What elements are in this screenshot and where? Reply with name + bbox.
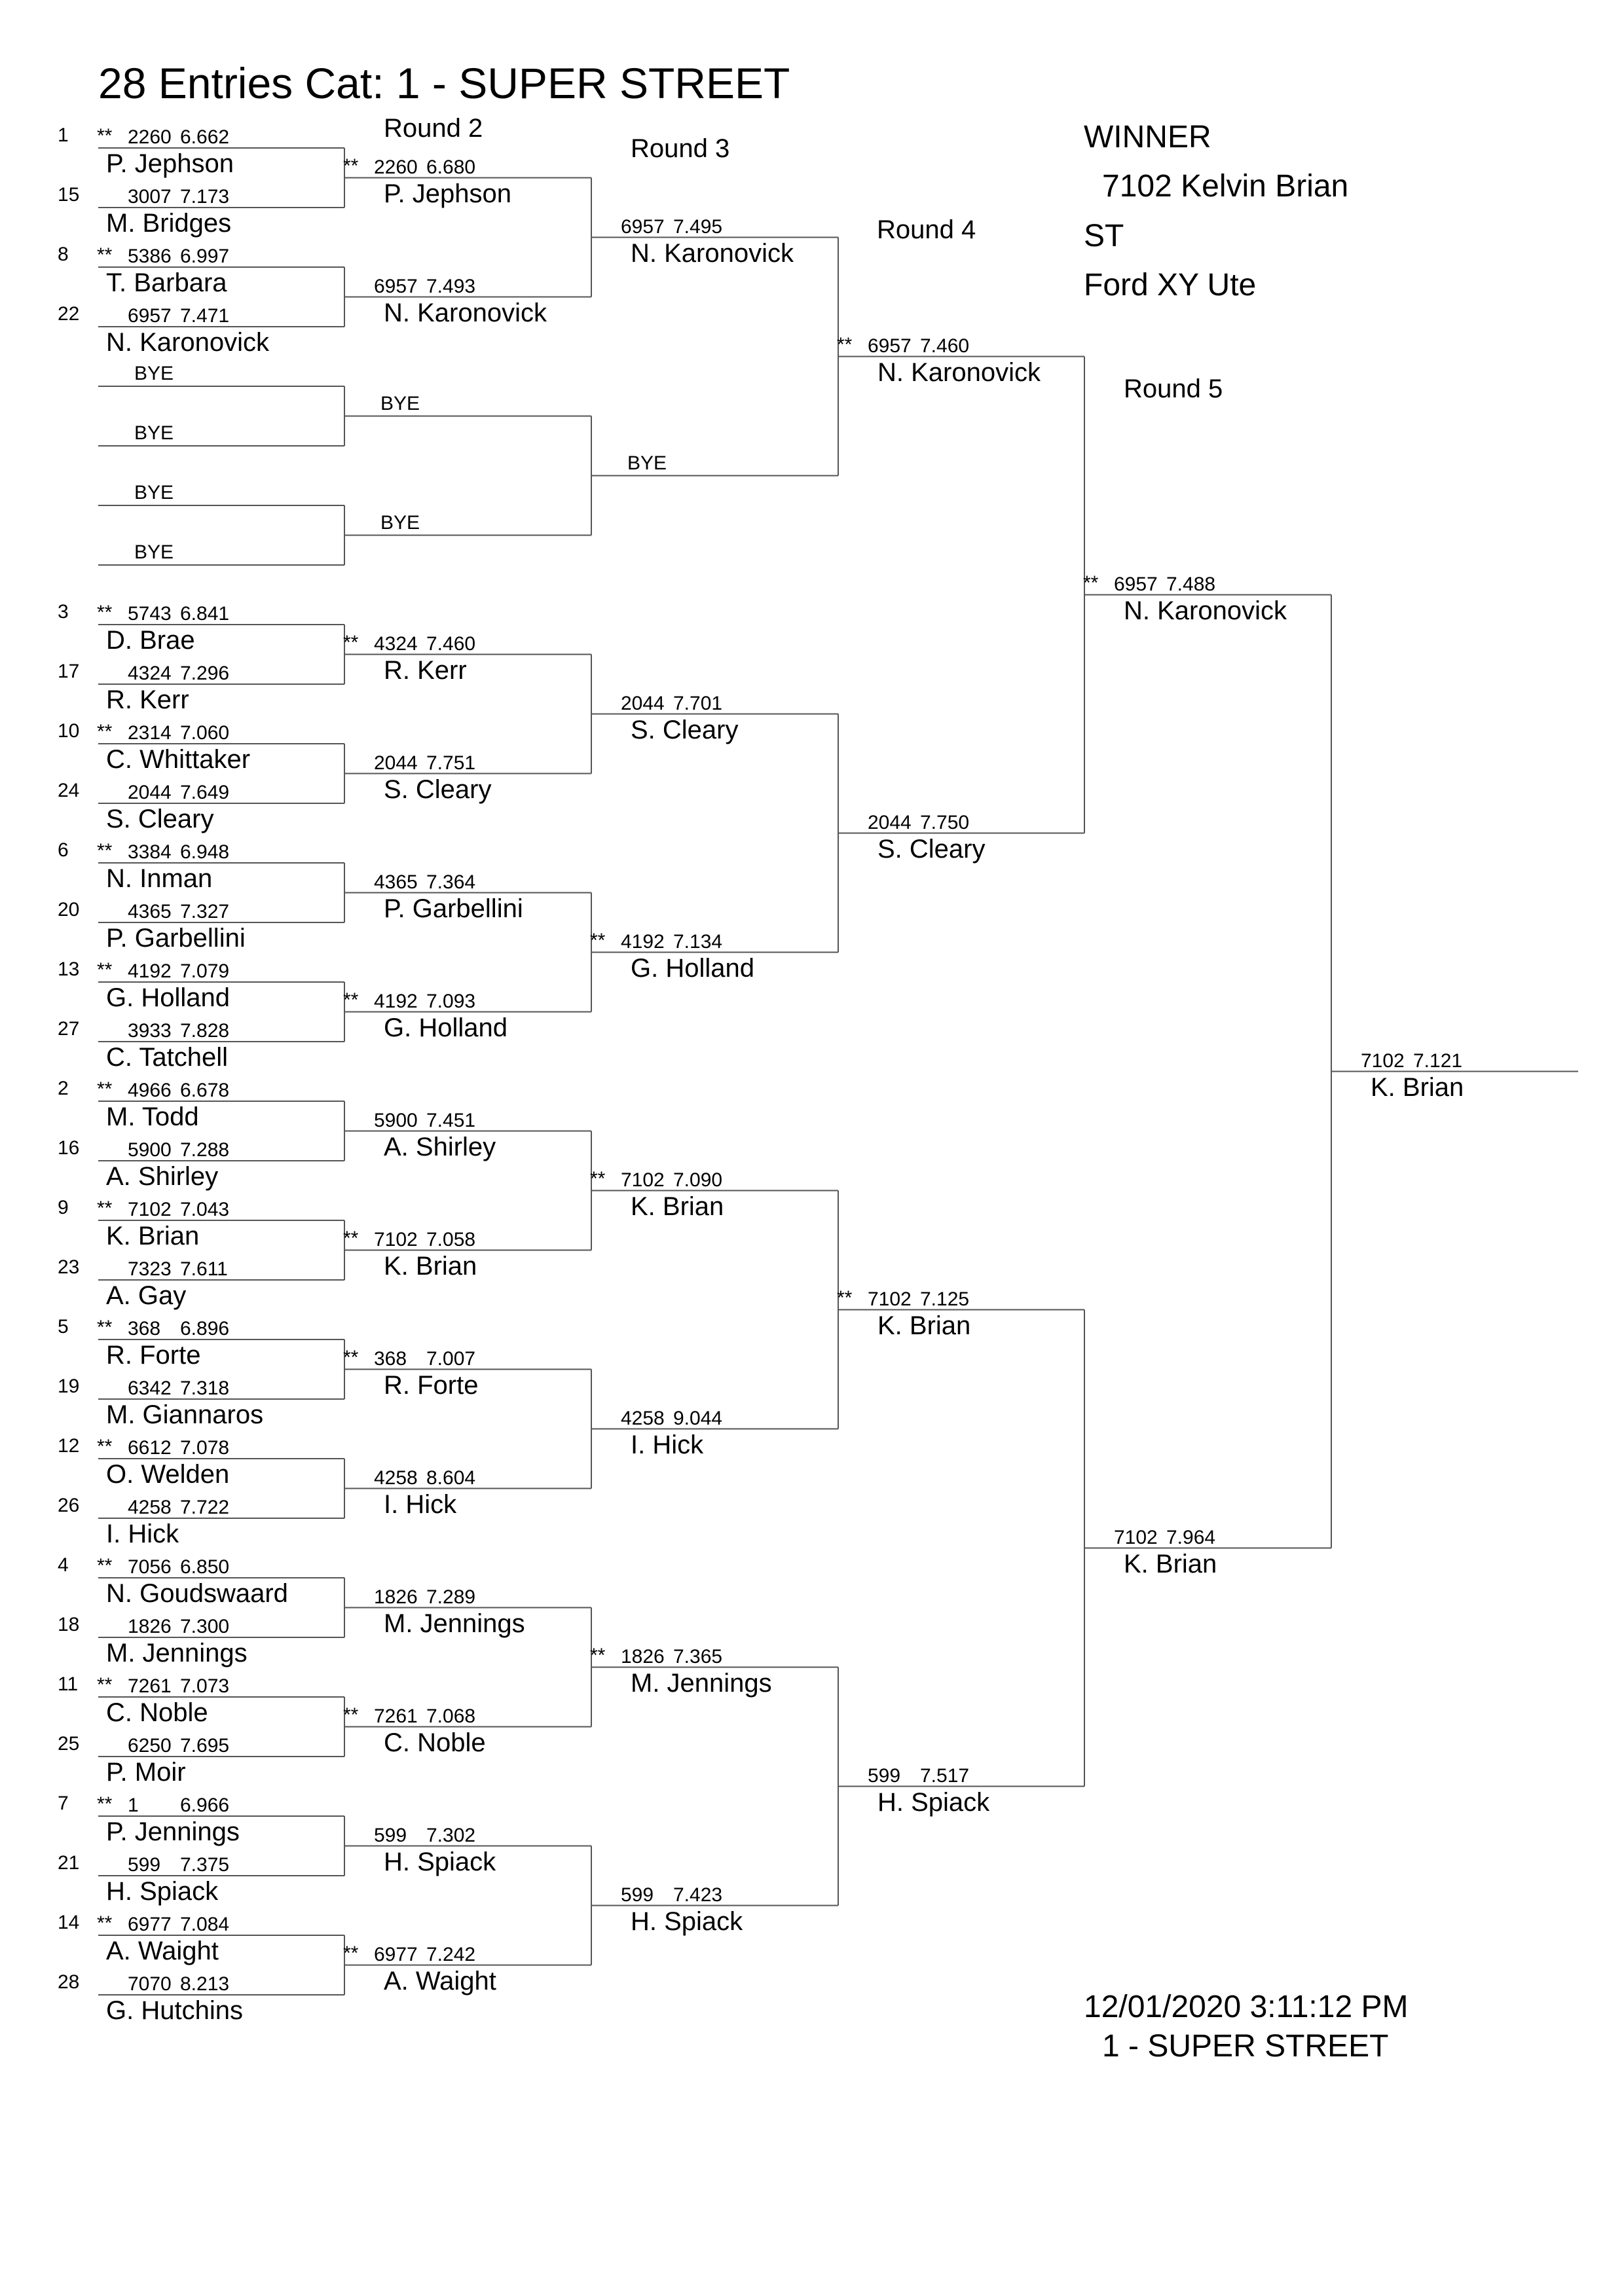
car-number: 7056 [128,1556,172,1578]
car-number: 1 [128,1795,139,1816]
racer-name: I. Hick [384,1489,457,1519]
elapsed-time: 7.134 [673,930,723,953]
seed-number: 28 [58,1971,80,1993]
seed-number: 20 [58,899,80,920]
car-number: 368 [128,1318,161,1339]
elapsed-time: 7.364 [426,871,476,893]
racer-name: S. Cleary [877,834,986,864]
racer-name: R. Kerr [106,685,189,714]
round-5-header: Round 5 [1124,374,1223,403]
car-number: 7323 [128,1258,172,1280]
car-number: 6977 [374,1943,418,1965]
elapsed-time: 6.662 [180,126,230,148]
car-number: 7261 [374,1705,418,1727]
racer-name: P. Garbellini [106,924,246,953]
car-number: 7102 [868,1288,912,1310]
bye-label: BYE [134,482,174,503]
car-number: 4324 [374,632,418,655]
bye-label: BYE [380,392,420,414]
winner-marker: ** [97,959,113,981]
racer-name: S. Cleary [631,715,739,744]
elapsed-time: 7.423 [673,1884,723,1906]
racer-name: M. Bridges [106,209,232,238]
racer-name: P. Moir [106,1758,186,1787]
seed-number: 25 [58,1733,80,1755]
seed-number: 27 [58,1018,80,1040]
seed-number: 6 [58,839,69,861]
elapsed-time: 6.966 [180,1795,230,1816]
car-number: 7070 [128,1973,172,1995]
car-number: 6957 [374,275,418,297]
car-number: 6957 [868,335,912,357]
elapsed-time: 7.828 [180,1020,230,1042]
racer-name: M. Jennings [631,1668,772,1698]
racer-name: M. Jennings [384,1609,525,1638]
winner-marker: ** [97,1197,113,1219]
car-number: 6957 [1114,573,1158,595]
elapsed-time: 7.125 [920,1288,970,1310]
winner-marker: ** [343,1346,359,1368]
seed-number: 1 [58,124,69,146]
seed-number: 7 [58,1793,69,1814]
round-4-header: Round 4 [877,215,976,244]
seed-number: 16 [58,1137,80,1159]
seed-number: 11 [58,1673,79,1695]
elapsed-time: 7.079 [180,960,230,982]
car-number: 4966 [128,1080,172,1101]
racer-name: K. Brian [631,1192,724,1221]
winner-marker: ** [343,155,359,177]
racer-name: C. Whittaker [106,745,251,774]
racer-name: A. Gay [106,1281,187,1310]
elapsed-time: 7.289 [426,1586,476,1608]
winner-marker: ** [343,1227,359,1249]
winner-marker: ** [97,602,113,623]
winner-marker: ** [343,1942,359,1964]
racer-name: P. Jephson [384,179,511,208]
winner-marker: ** [343,989,359,1011]
winner-marker: ** [97,840,113,862]
racer-name: R. Forte [384,1370,479,1400]
winner-marker: ** [590,1644,606,1666]
car-number: 4258 [128,1497,172,1518]
bye-label: BYE [380,511,420,534]
winner-marker: ** [97,244,113,266]
winner-marker: ** [97,1317,113,1338]
racer-name: R. Forte [106,1341,201,1370]
seed-number: 12 [58,1435,80,1457]
racer-name: S. Cleary [106,805,214,833]
car-number: 599 [128,1854,161,1876]
winner-marker: ** [590,929,606,951]
racer-name: N. Karonovick [877,357,1041,387]
bye-label: BYE [134,422,174,444]
racer-name: A. Shirley [106,1162,219,1191]
elapsed-time: 7.090 [673,1169,723,1191]
winner-marker: ** [97,1674,113,1696]
seed-number: 21 [58,1852,80,1874]
car-number: 6250 [128,1735,172,1757]
footer-category: 1 - SUPER STREET [1102,2029,1389,2064]
racer-name: H. Spiack [877,1787,990,1817]
racer-name: H. Spiack [106,1877,219,1906]
elapsed-time: 9.044 [673,1407,723,1429]
racer-name: K. Brian [1124,1549,1217,1578]
racer-name: R. Kerr [384,655,467,685]
seed-number: 14 [58,1912,80,1933]
racer-name: N. Karonovick [106,328,269,357]
racer-name: H. Spiack [384,1847,496,1876]
elapsed-time: 8.604 [426,1467,476,1489]
elapsed-time: 7.649 [180,782,230,803]
bye-label: BYE [627,452,667,474]
elapsed-time: 6.850 [180,1556,230,1578]
car-number: 4192 [374,990,418,1012]
seed-number: 3 [58,601,69,623]
racer-name: N. Goudswaard [106,1579,288,1608]
winner-entry: 7102 Kelvin Brian [1102,169,1349,204]
elapsed-time: 7.493 [426,275,476,297]
elapsed-time: 7.460 [426,632,476,655]
elapsed-time: 7.007 [426,1347,476,1370]
elapsed-time: 7.300 [180,1616,230,1637]
seed-number: 15 [58,184,80,206]
racer-name: M. Giannaros [106,1400,264,1429]
racer-name: G. Holland [631,953,754,983]
elapsed-time: 6.896 [180,1318,230,1339]
elapsed-time: 7.365 [673,1645,723,1667]
racer-name: K. Brian [106,1222,200,1250]
winner-label: WINNER [1084,120,1211,155]
elapsed-time: 7.460 [920,335,970,357]
footer-datetime: 12/01/2020 3:11:12 PM [1084,1990,1409,2024]
elapsed-time: 7.058 [426,1228,476,1250]
racer-name: G. Holland [106,983,230,1012]
car-number: 3384 [128,841,172,863]
car-number: 7102 [128,1199,172,1220]
winner-marker: ** [343,1704,359,1726]
car-number: 599 [868,1764,901,1787]
seed-number: 5 [58,1316,69,1338]
seed-number: 2 [58,1078,69,1099]
elapsed-time: 7.073 [180,1675,230,1697]
elapsed-time: 7.242 [426,1943,476,1965]
car-number: 1826 [128,1616,172,1637]
racer-name: N. Karonovick [1124,596,1287,625]
seed-number: 26 [58,1495,80,1516]
car-number: 599 [374,1824,407,1846]
racer-name: P. Jennings [106,1817,240,1846]
winner-marker: ** [837,1286,853,1309]
car-number: 3933 [128,1020,172,1042]
seed-number: 9 [58,1197,69,1218]
car-number: 7102 [1114,1526,1158,1548]
car-number: 7102 [621,1169,665,1191]
winner-marker: ** [97,1436,113,1457]
racer-name: N. Inman [106,864,213,893]
racer-name: S. Cleary [384,774,492,804]
elapsed-time: 7.471 [180,305,230,327]
round-3-header: Round 3 [631,134,730,163]
car-number: 3007 [128,186,172,208]
car-number: 2044 [374,752,418,774]
car-number: 6612 [128,1437,172,1459]
seed-number: 24 [58,780,80,801]
racer-name: C. Tatchell [106,1043,229,1072]
elapsed-time: 7.751 [426,752,476,774]
elapsed-time: 6.678 [180,1080,230,1101]
car-number: 2044 [128,782,172,803]
seed-number: 17 [58,661,80,682]
elapsed-time: 7.296 [180,663,230,684]
winner-marker: ** [343,631,359,653]
racer-name: G. Hutchins [106,1996,243,2025]
elapsed-time: 7.043 [180,1199,230,1220]
car-number: 6957 [128,305,172,327]
car-number: 2260 [374,156,418,178]
car-number: 5386 [128,246,172,267]
car-number: 4365 [374,871,418,893]
elapsed-time: 6.948 [180,841,230,863]
bye-label: BYE [134,541,174,563]
elapsed-time: 7.060 [180,722,230,744]
car-number: 4258 [621,1407,665,1429]
racer-name: C. Noble [384,1728,486,1757]
racer-name: A. Shirley [384,1132,496,1161]
car-number: 4192 [621,930,665,953]
elapsed-time: 7.302 [426,1824,476,1846]
winner-marker: ** [837,333,853,355]
racer-name: K. Brian [384,1251,477,1281]
elapsed-time: 7.495 [673,215,723,238]
car-number: 4324 [128,663,172,684]
racer-name: O. Welden [106,1460,230,1489]
car-number: 6342 [128,1377,172,1399]
racer-name: C. Noble [106,1698,208,1727]
car-number: 5900 [374,1109,418,1131]
winner-marker: ** [97,1078,113,1100]
car-number: 1826 [374,1586,418,1608]
elapsed-time: 7.701 [673,692,723,714]
elapsed-time: 7.964 [1166,1526,1216,1548]
racer-name: N. Karonovick [631,238,794,268]
seed-number: 22 [58,303,80,325]
car-number: 368 [374,1347,407,1370]
elapsed-time: 6.680 [426,156,476,178]
page-title: 28 Entries Cat: 1 - SUPER STREET [98,59,790,107]
seed-number: 13 [58,958,80,980]
seed-number: 19 [58,1376,80,1397]
elapsed-time: 7.068 [426,1705,476,1727]
winner-marker: ** [1083,572,1099,594]
seed-number: 8 [58,244,69,265]
racer-name: I. Hick [631,1430,704,1459]
bye-label: BYE [134,363,174,384]
racer-name: K. Brian [1371,1072,1464,1102]
seed-number: 10 [58,720,80,742]
racer-name: N. Karonovick [384,298,547,327]
car-number: 4192 [128,960,172,982]
car-number: 4365 [128,901,172,922]
car-number: 599 [621,1884,654,1906]
elapsed-time: 7.078 [180,1437,230,1459]
racer-name: A. Waight [106,1937,219,1965]
elapsed-time: 7.327 [180,901,230,922]
elapsed-time: 7.451 [426,1109,476,1131]
elapsed-time: 7.173 [180,186,230,208]
elapsed-time: 7.093 [426,990,476,1012]
elapsed-time: 7.121 [1413,1049,1463,1072]
winner-marker: ** [590,1167,606,1190]
racer-name: T. Barbara [106,268,227,297]
racer-name: M. Jennings [106,1639,248,1667]
winner-marker: ** [97,125,113,147]
elapsed-time: 6.841 [180,603,230,625]
elapsed-time: 7.375 [180,1854,230,1876]
elapsed-time: 7.084 [180,1914,230,1935]
winner-vehicle: Ford XY Ute [1084,268,1257,302]
winner-marker: ** [97,1912,113,1934]
car-number: 7102 [374,1228,418,1250]
racer-name: H. Spiack [631,1906,743,1936]
car-number: 6957 [621,215,665,238]
racer-name: P. Garbellini [384,894,523,923]
seed-number: 4 [58,1554,69,1576]
elapsed-time: 7.722 [180,1497,230,1518]
car-number: 2044 [868,811,912,833]
winner-marker: ** [97,1793,113,1815]
elapsed-time: 7.288 [180,1139,230,1161]
racer-name: G. Holland [384,1013,507,1042]
racer-name: I. Hick [106,1520,179,1548]
elapsed-time: 7.695 [180,1735,230,1757]
car-number: 7102 [1361,1049,1405,1072]
elapsed-time: 7.611 [180,1258,228,1280]
elapsed-time: 7.750 [920,811,970,833]
car-number: 6977 [128,1914,172,1935]
car-number: 2044 [621,692,665,714]
racer-name: M. Todd [106,1102,199,1131]
car-number: 2260 [128,126,172,148]
elapsed-time: 6.997 [180,246,230,267]
racer-name: P. Jephson [106,149,234,178]
elapsed-time: 7.517 [920,1764,970,1787]
car-number: 5900 [128,1139,172,1161]
winner-marker: ** [97,721,113,742]
racer-name: K. Brian [877,1311,971,1340]
elapsed-time: 7.318 [180,1377,230,1399]
car-number: 7261 [128,1675,172,1697]
car-number: 5743 [128,603,172,625]
winner-class: ST [1084,219,1124,253]
round-2-header: Round 2 [384,114,483,143]
car-number: 2314 [128,722,172,744]
car-number: 4258 [374,1467,418,1489]
racer-name: D. Brae [106,626,195,655]
racer-name: A. Waight [384,1966,496,1995]
winner-marker: ** [97,1555,113,1576]
seed-number: 18 [58,1614,80,1635]
car-number: 1826 [621,1645,665,1667]
elapsed-time: 7.488 [1166,573,1216,595]
elapsed-time: 8.213 [180,1973,230,1995]
seed-number: 23 [58,1256,80,1278]
